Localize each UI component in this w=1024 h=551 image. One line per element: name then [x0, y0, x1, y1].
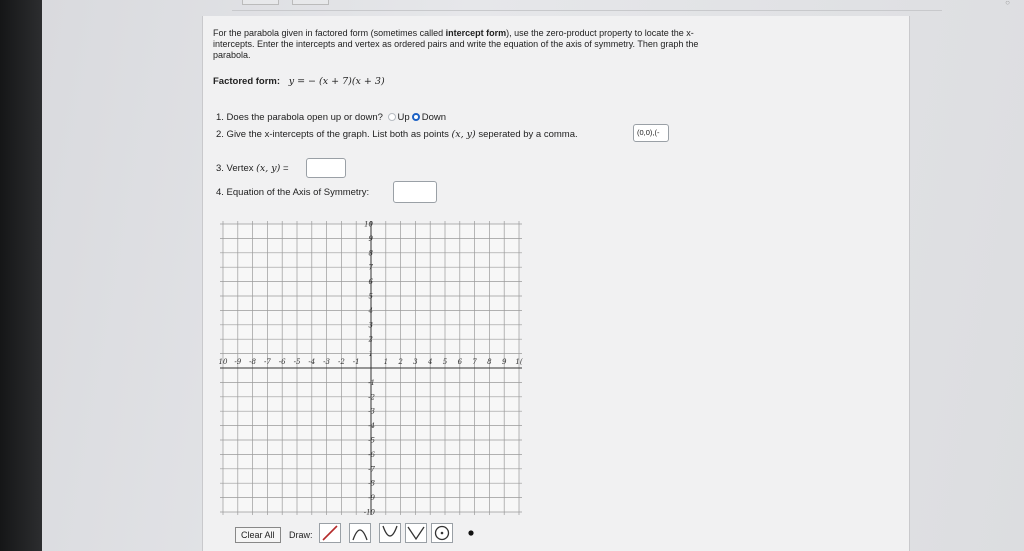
- question-4-text: 4. Equation of the Axis of Symmetry:: [216, 187, 370, 198]
- y-tick-label: -1: [368, 378, 375, 387]
- problem-panel: [202, 16, 910, 551]
- monitor-bezel: [0, 0, 42, 551]
- y-tick-label: 8: [368, 249, 373, 258]
- y-tick-label: 5: [368, 292, 373, 301]
- instructions-bold: intercept form: [445, 28, 507, 38]
- circle-tool-button[interactable]: [431, 523, 453, 543]
- radio-down-label: Down: [421, 112, 446, 123]
- question-1-text: 1. Does the parabola open up or down?: [216, 112, 383, 123]
- factored-form-label: Factored form:: [213, 76, 281, 87]
- tab-stub: [292, 0, 329, 5]
- tab-stub: [242, 0, 279, 5]
- y-tick-label: -7: [368, 465, 375, 474]
- x-tick-label: 7: [472, 358, 477, 366]
- y-tick-label: -4: [368, 422, 375, 431]
- question-2-text-b: seperated by a comma.: [475, 129, 578, 140]
- y-tick-label: -2: [368, 393, 375, 402]
- v-tool-button[interactable]: [405, 523, 427, 543]
- x-tick-label: 4: [427, 358, 433, 366]
- clear-all-button[interactable]: Clear All: [235, 527, 281, 543]
- y-tick-label: -8: [368, 479, 375, 488]
- x-tick-label: 1(: [515, 358, 523, 366]
- y-tick-label: 6: [368, 278, 373, 287]
- y-tick-label: -10: [363, 508, 375, 517]
- parabola-down-tool-button[interactable]: [349, 523, 371, 543]
- question-3-text-b: =: [280, 163, 289, 174]
- circle-point-icon: [432, 524, 452, 542]
- y-tick-label: -3: [368, 407, 375, 416]
- x-tick-label: 5: [442, 358, 448, 366]
- instructions-text: For the parabola given in factored form (sometimes called: [213, 28, 446, 38]
- x-tick-label: 6: [457, 358, 463, 366]
- x-tick-label: -9: [234, 358, 242, 366]
- x-tick-label: 8: [487, 358, 492, 366]
- y-tick-label: 10: [364, 220, 373, 229]
- y-tick-label: 3: [368, 321, 373, 330]
- y-tick-label: 2: [368, 335, 373, 344]
- factored-form-equation: y = − (x + 7)(x + 3): [288, 76, 385, 87]
- y-tick-label: 9: [368, 234, 373, 243]
- corner-menu-icon: ○: [1005, 0, 1010, 7]
- x-tick-label: 9: [501, 358, 507, 366]
- question-3-math: (x, y): [256, 163, 281, 174]
- x-tick-label: 1: [383, 358, 389, 366]
- x-tick-label: 10: [218, 358, 228, 366]
- point-tool-button[interactable]: [461, 523, 481, 543]
- point-icon: [461, 523, 481, 543]
- y-tick-label: -5: [368, 436, 375, 445]
- x-tick-label: -5: [293, 358, 301, 366]
- radio-up-label: Up: [397, 112, 410, 123]
- x-tick-label: 3: [413, 358, 418, 366]
- y-tick-label: -6: [368, 450, 375, 459]
- y-tick-label: -9: [368, 494, 375, 503]
- parabola-up-icon: [380, 524, 400, 542]
- question-2-text: 2. Give the x-intercepts of the graph. List both as points: [216, 129, 452, 140]
- instructions-text-2: ), use the zero-product property to locate the x-intercepts. Enter the intercepts and vertex as ordered pairs and write the equation of the axis of symmetry. Then graph the parabola.: [213, 28, 699, 60]
- question-2-math: (x, y): [451, 129, 476, 140]
- x-tick-label: -8: [249, 358, 257, 366]
- x-tick-label: -1: [352, 358, 360, 366]
- x-tick-label: -7: [263, 358, 271, 366]
- y-tick-label: 1: [368, 350, 373, 359]
- x-tick-label: -4: [308, 358, 316, 366]
- x-tick-label: -2: [337, 358, 345, 366]
- x-tick-label: -6: [278, 358, 286, 366]
- top-strip: [232, 0, 942, 11]
- v-shape-icon: [406, 524, 426, 542]
- line-tool-button[interactable]: [319, 523, 341, 543]
- question-3-text: 3. Vertex: [216, 163, 257, 174]
- parabola-down-icon: [350, 524, 370, 542]
- x-tick-label: -3: [323, 358, 331, 366]
- coordinate-graph[interactable]: [203, 16, 909, 551]
- parabola-up-tool-button[interactable]: [379, 523, 401, 543]
- x-tick-label: 2: [398, 358, 403, 366]
- line-tool-icon: [320, 524, 340, 542]
- y-tick-label: 4: [368, 306, 373, 315]
- x-intercepts-input[interactable]: (0,0),(-: [633, 124, 669, 142]
- y-tick-label: 7: [368, 263, 373, 272]
- draw-label: Draw:: [289, 530, 313, 540]
